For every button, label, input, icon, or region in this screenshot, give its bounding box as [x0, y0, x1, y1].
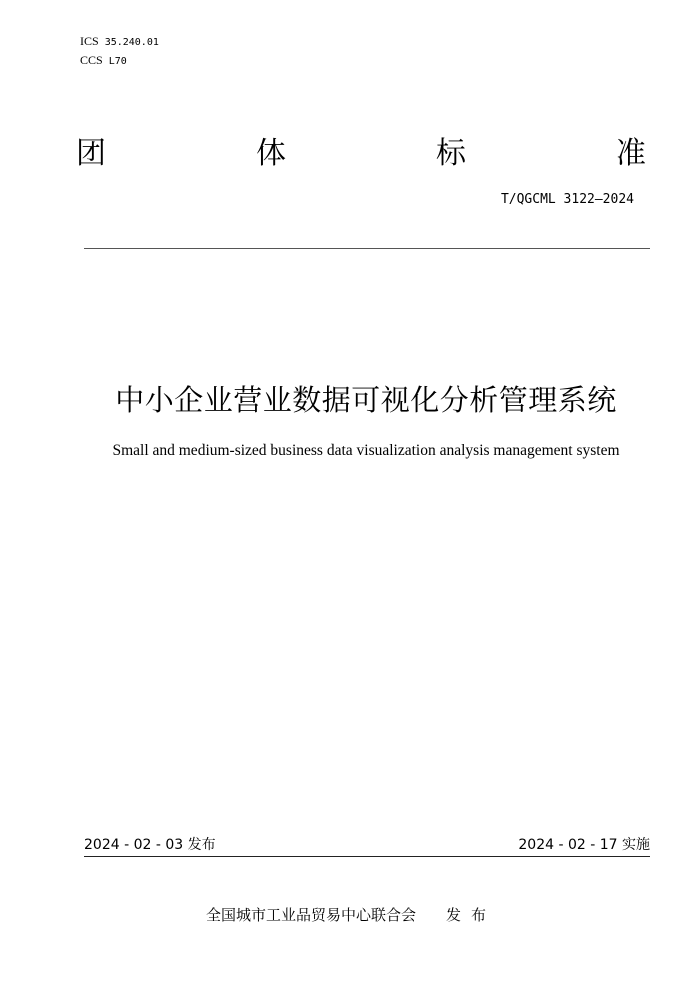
standard-type-char: 标 [436, 136, 466, 171]
ccs-code [80, 53, 127, 69]
top-divider [84, 248, 650, 249]
document-title-chinese: 中小企业营业数据可视化分析管理系统 [115, 383, 617, 417]
ics-label: ICS [80, 34, 99, 48]
implementation-date: 2024 - 02 - 17 实施 [518, 837, 650, 853]
standard-number: T/QGCML 3122—2024 [500, 192, 634, 207]
standard-type-char: 团 [76, 136, 106, 171]
ccs-value: L70 [108, 56, 127, 67]
publisher-action: 发布 [446, 906, 497, 924]
bottom-divider [84, 856, 650, 857]
ics-code [80, 34, 159, 50]
issue-date: 2024 - 02 - 03 发布 [84, 837, 216, 853]
publisher-organization: 全国城市工业品贸易中心联合会 [206, 906, 417, 924]
ccs-label: CCS [80, 53, 103, 67]
standard-type-char: 准 [616, 136, 646, 171]
standard-type-char: 体 [256, 136, 286, 171]
publisher-line [206, 905, 496, 925]
document-title-english: Small and medium-sized business data visualization analysis management system [112, 442, 620, 459]
ics-value: 35.240.01 [104, 37, 159, 48]
standard-type-heading [76, 134, 646, 174]
